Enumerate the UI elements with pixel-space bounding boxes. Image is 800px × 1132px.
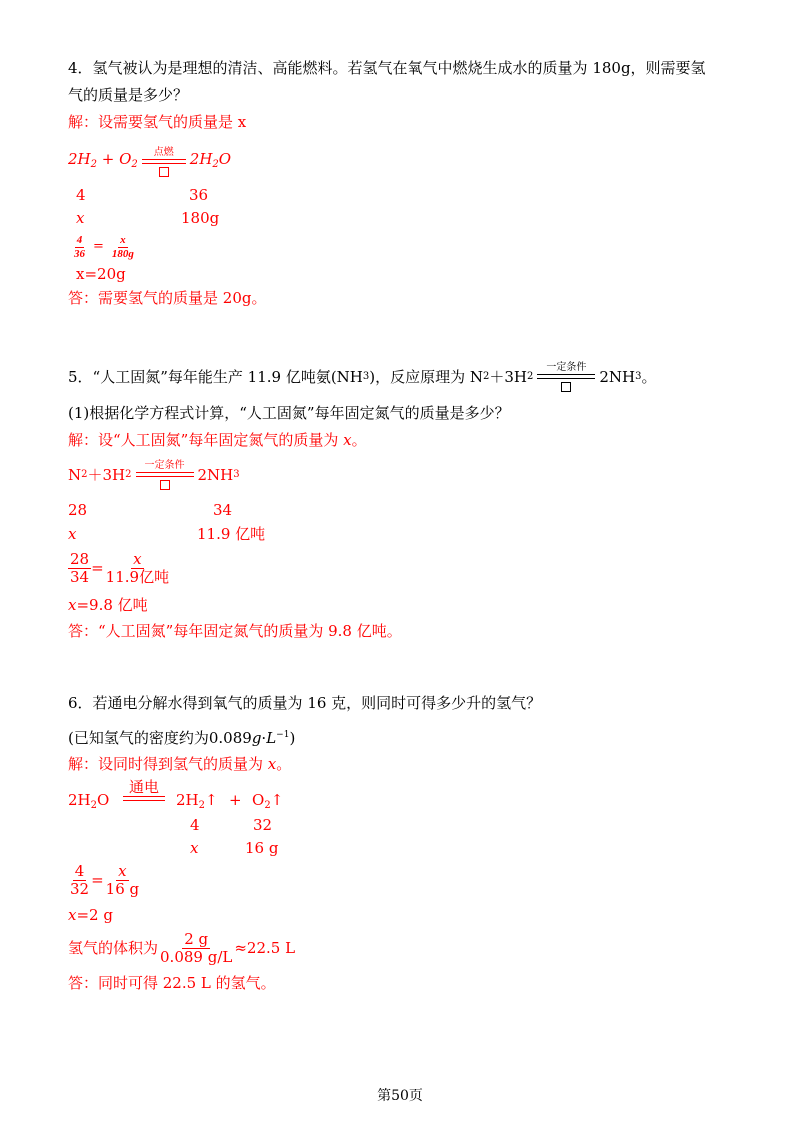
q5-solution-setup: 解：设“人工固氮”每年固定氮气的质量为 x。: [68, 431, 367, 449]
q6-condition-lower-bar: [123, 800, 165, 801]
q4-ratio-right: $\frac{x}{180g}$: [111, 233, 134, 260]
q6-volume: 氢气的体积为 $\frac{2 g}{0.089 g/L}$ ≈22.5 L: [68, 929, 296, 966]
q6-ratio-right: $\frac{x}{16 g}$: [105, 861, 140, 898]
q4-question-line1: 4．氢气被认为是理想的清洁、高能燃料。若氢气在氧气中燃烧生成水的质量为 180g，则需要氢: [68, 59, 706, 77]
q5-row2-a: x: [68, 525, 77, 543]
q5-ratio-left: $\frac{28}{34}$: [70, 549, 90, 586]
q4-reaction-condition: 点燃: [142, 147, 186, 177]
q4-equation: [68, 142, 231, 182]
q6-reaction-condition: 通电: [123, 778, 165, 797]
q5-ratio: $\frac{28}{34}$ = $\frac{x}{\text{11.9亿吨}}$: [70, 549, 170, 586]
q6-row2-b: 16 g: [245, 839, 279, 857]
q6-solution-setup: 解：设同时得到氢气的质量为 x。: [68, 755, 292, 773]
q5-row1-a: 28: [68, 501, 88, 519]
q6-question: 6．若通电分解水得到氧气的质量为 16 克，则同时可得多少升的氢气？: [68, 694, 542, 712]
q6-row1-a: 4: [190, 816, 200, 834]
q4-solution-setup: 解：设需要氢气的质量是 x: [68, 113, 247, 131]
q5-row2-b: 11.9 亿吨: [197, 525, 266, 543]
q6-answer: 答：同时可得 22.5 L 的氢气。: [68, 974, 276, 992]
q5-question: 5．“人工固氮”每年能生产 11.9 亿吨氨(NH 3 )，反应原理为 N 2 ＋3H 2 一定条件 2NH 3 。: [68, 360, 657, 394]
q6-ratio: $\frac{4}{32}$ = $\frac{x}{16 g}$: [70, 861, 140, 898]
q4-question-line2: 气的质量是多少？: [68, 86, 189, 104]
placeholder-box-icon: [159, 167, 169, 177]
placeholder-box-icon: [160, 480, 170, 490]
q5-equation: N 2 ＋3H 2 一定条件 2NH 3: [68, 455, 240, 495]
q5-sub-question: (1)根据化学方程式计算，“人工固氮”每年固定氮气的质量是多少？: [68, 404, 510, 422]
q6-known: (已知氢气的密度约为$0.089g\cdot L^{-1}$): [68, 729, 296, 747]
q4-row1-a: 4: [76, 186, 86, 204]
q4-ratio: $\frac{4}{36}$ = $\frac{x}{180g}$: [74, 233, 134, 260]
q4-row2-a: x: [76, 209, 85, 227]
q6-row1-b: 32: [253, 816, 273, 834]
q6-eq-left: $2H_2O$: [68, 791, 110, 811]
q5-row1-b: 34: [213, 501, 233, 519]
q4-eq-left: $2H_2 + O_2$: [68, 150, 138, 170]
q4-row2-b: 180g: [181, 209, 220, 227]
q4-eq-right: $2H_2O$: [189, 150, 232, 170]
q5-result: x=9.8 亿吨: [68, 596, 148, 614]
q6-eq-plus: +: [229, 791, 242, 809]
q4-result: x=20g: [76, 265, 126, 283]
page-number: 第50页: [377, 1088, 423, 1104]
q6-ratio-left: $\frac{4}{32}$: [70, 861, 90, 898]
q5-reaction-condition: 一定条件: [136, 460, 194, 490]
q6-eq-o2: $O_2↑$: [252, 791, 284, 811]
placeholder-box-icon: [561, 382, 571, 392]
q6-result: x=2 g: [68, 906, 113, 924]
q4-answer: 答：需要氢气的质量是 20g。: [68, 289, 267, 307]
q6-volume-fraction: $\frac{2 g}{0.089 g/L}$: [160, 929, 233, 966]
q5-ratio-right: $\frac{x}{\text{11.9亿吨}}$: [105, 549, 170, 586]
q4-row1-b: 36: [189, 186, 209, 204]
q4-ratio-left: $\frac{4}{36}$: [74, 233, 85, 260]
q5-answer: 答：“人工固氮”每年固定氮气的质量为 9.8 亿吨。: [68, 622, 402, 640]
q6-row2-a: x: [190, 839, 199, 857]
q5-question-condition: 一定条件: [537, 362, 595, 392]
q6-eq-h2: $2H_2↑$: [176, 791, 218, 811]
